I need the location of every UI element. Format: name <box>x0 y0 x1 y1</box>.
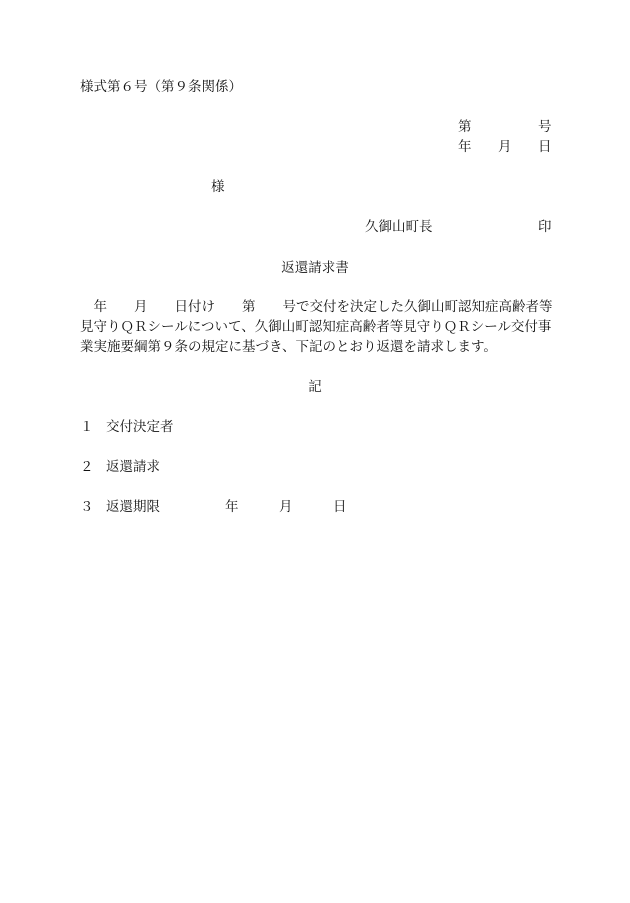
item-1-number: １ <box>80 419 94 435</box>
date-year: 年 <box>458 139 472 155</box>
date-day: 日 <box>538 139 552 155</box>
item-2-label: 返還請求 <box>106 459 160 475</box>
seal-mark: 印 <box>538 219 552 235</box>
item-3-label: 返還期限 <box>106 499 160 515</box>
item-2-number: ２ <box>80 459 94 475</box>
body-line-1: 年 月 日付け 第 号で交付を決定した久御山町認知症高齢者等 <box>80 299 553 315</box>
deadline-day: 日 <box>333 499 347 515</box>
date-month: 月 <box>498 139 512 155</box>
deadline-year: 年 <box>225 499 239 515</box>
body-line-2: 見守りＱＲシールについて、久御山町認知症高齢者等見守りＱＲシール交付事 <box>80 319 552 335</box>
ki-heading: 記 <box>308 379 322 395</box>
item-3-number: ３ <box>80 499 94 515</box>
deadline-month: 月 <box>279 499 293 515</box>
body-line-3: 業実施要綱第９条の規定に基づき、下記のとおり返還を請求します。 <box>80 339 497 355</box>
issuer-name: 久御山町長 <box>365 219 433 235</box>
form-label: 様式第６号（第９条関係） <box>80 79 242 95</box>
document-title: 返還請求書 <box>281 260 349 276</box>
addressee-suffix: 様 <box>211 179 225 195</box>
doc-number-suffix: 号 <box>538 119 552 135</box>
item-1-label: 交付決定者 <box>106 419 174 435</box>
doc-number-prefix: 第 <box>458 119 472 135</box>
